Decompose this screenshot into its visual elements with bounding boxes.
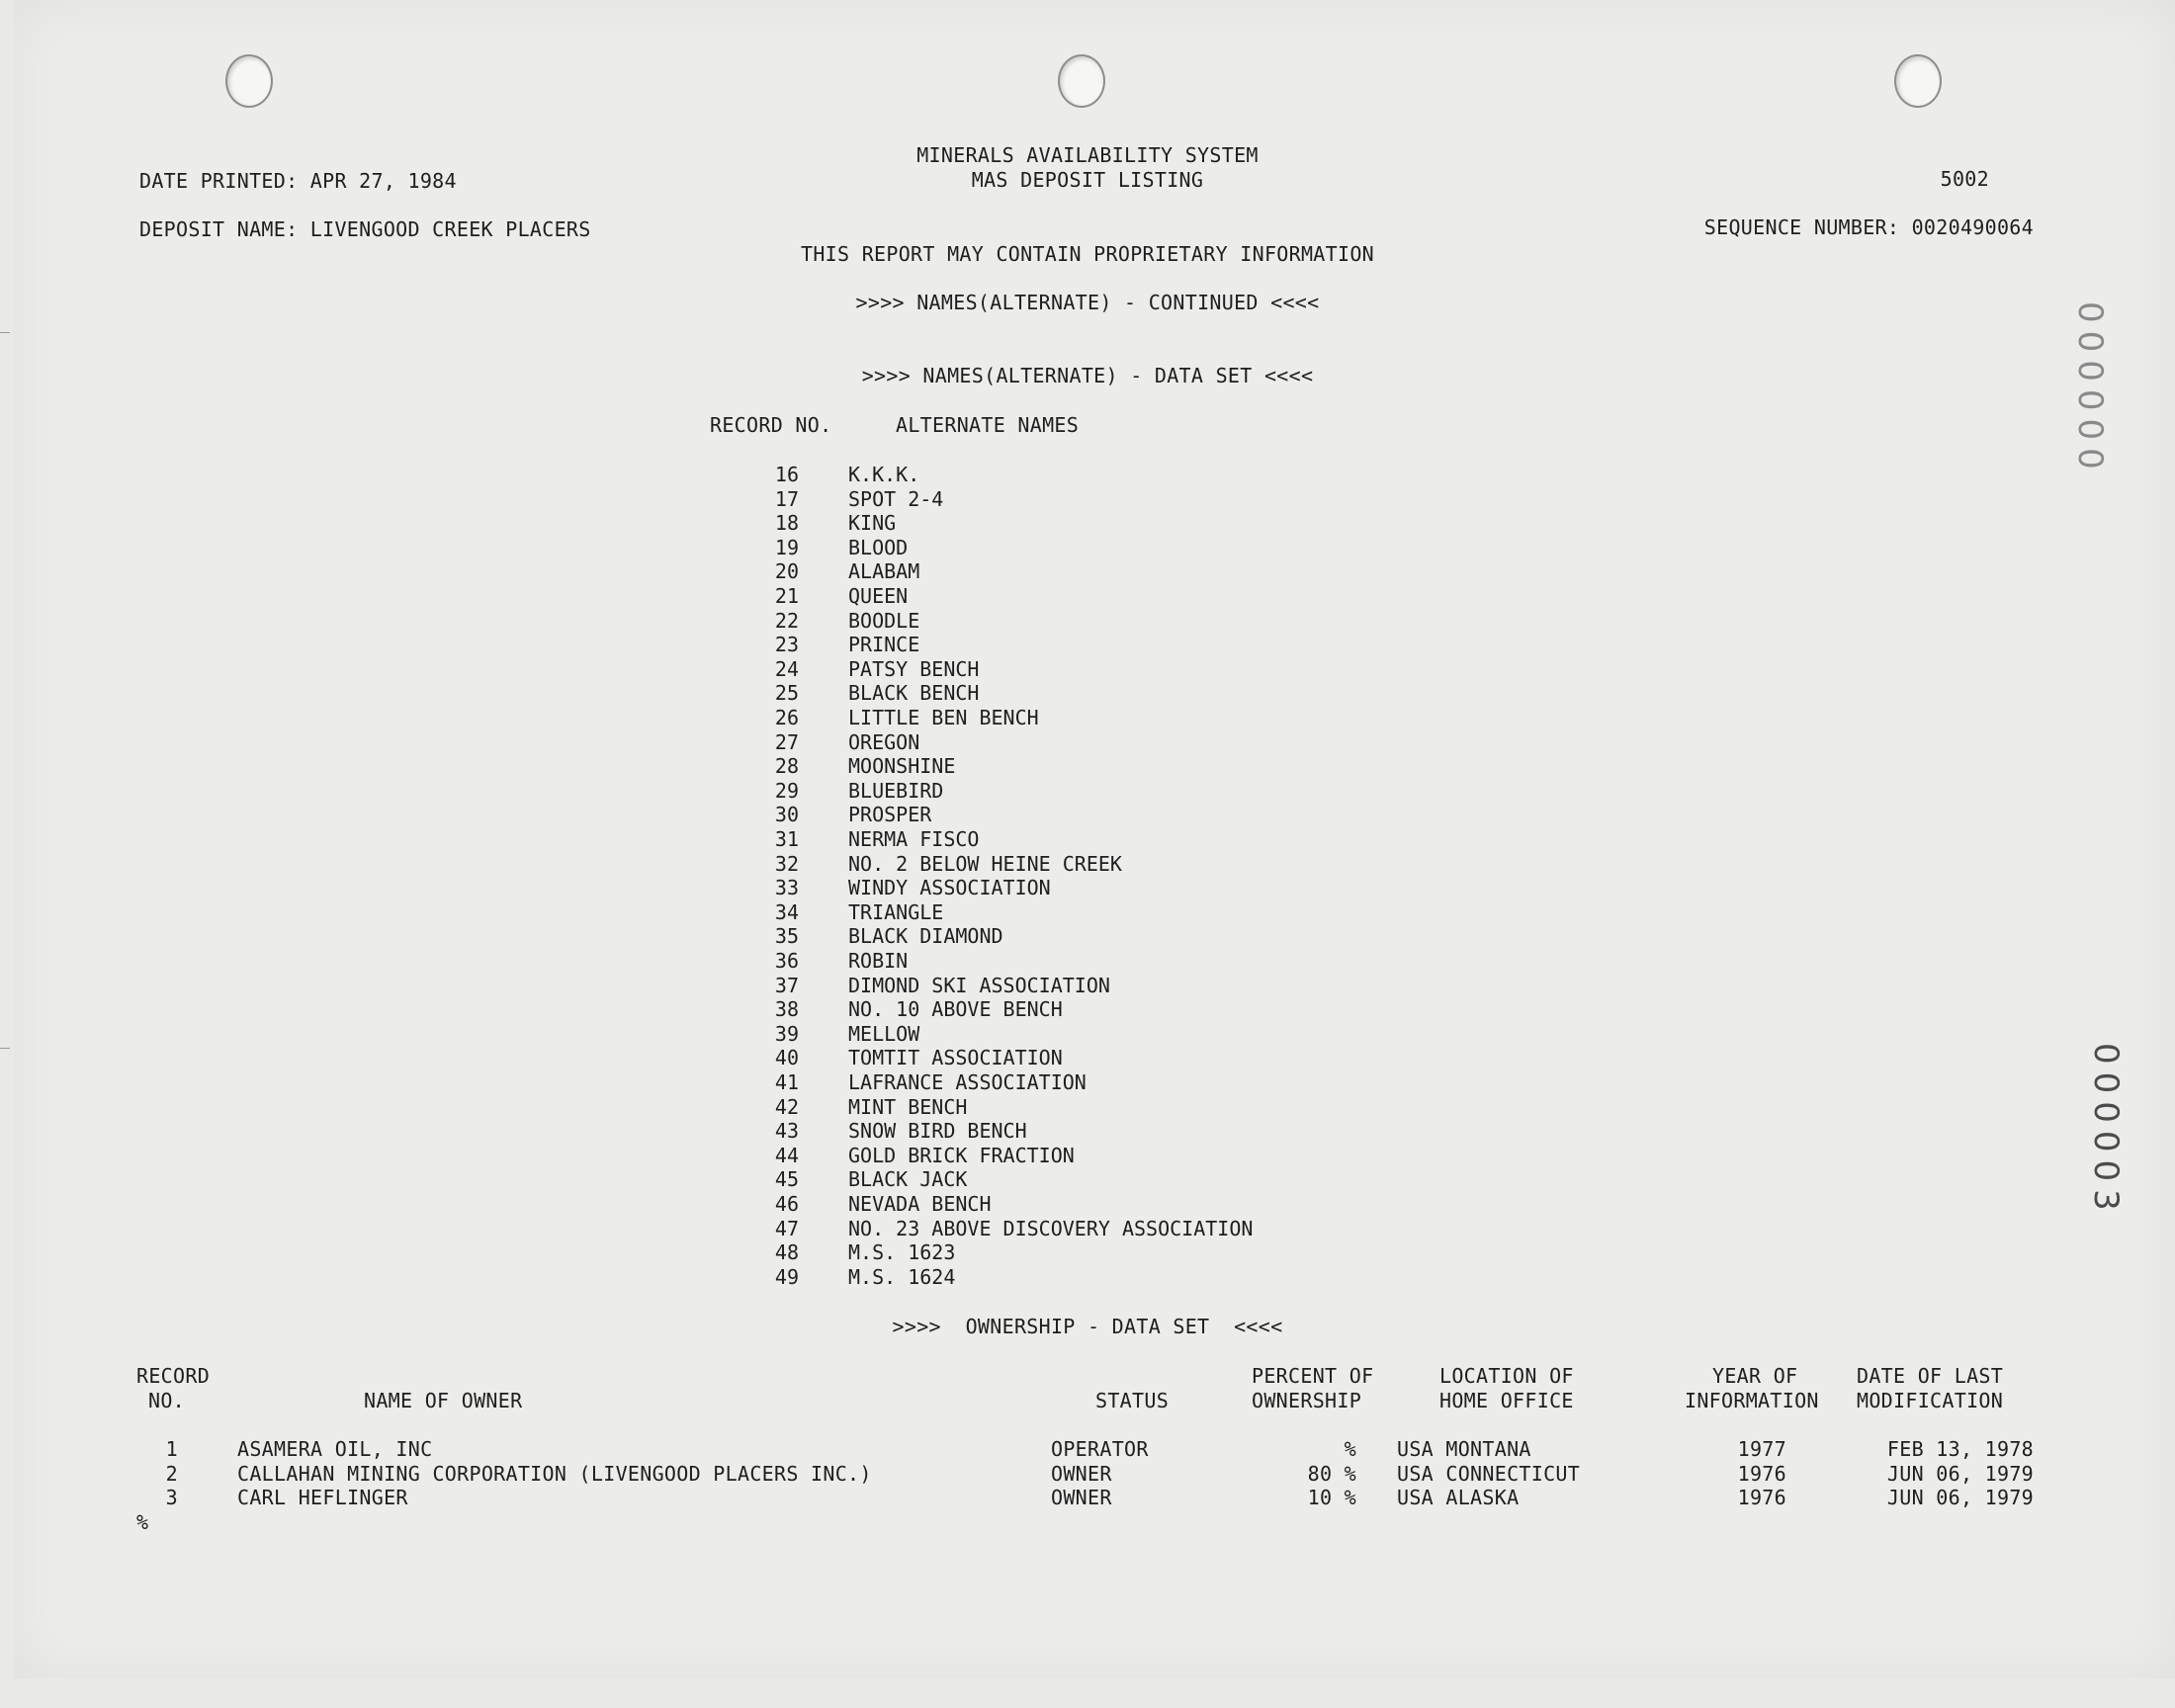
- names-continued-heading: >>>> NAMES(ALTERNATE) - CONTINUED <<<<: [855, 291, 1320, 314]
- list-item: [710, 1167, 1501, 1192]
- alternate-name: BLACK JACK: [848, 1167, 968, 1192]
- list-item: [710, 779, 1501, 804]
- owner-status: OWNER: [1051, 1461, 1112, 1486]
- list-item: [710, 681, 1501, 706]
- record-number: 36: [774, 949, 799, 973]
- owner-record-number: 2: [165, 1461, 178, 1486]
- alternate-name: GOLD BRICK FRACTION: [848, 1143, 1075, 1167]
- col-percent-line2: OWNERSHIP: [1252, 1389, 1362, 1412]
- owner-year: 1977: [1737, 1437, 1786, 1461]
- col-date-line1: DATE OF LAST: [1857, 1364, 2004, 1388]
- alternate-name: TOMTIT ASSOCIATION: [848, 1046, 1063, 1070]
- list-item: [710, 1144, 1501, 1168]
- list-item: [710, 633, 1501, 657]
- record-number: 45: [774, 1167, 799, 1192]
- alternate-name: QUEEN: [848, 584, 909, 608]
- list-item: [710, 949, 1501, 974]
- owner-location: USA ALASKA: [1397, 1486, 1520, 1510]
- list-item: [710, 487, 1501, 512]
- alternate-name: KING: [848, 511, 897, 536]
- owner-name: CALLAHAN MINING CORPORATION (LIVENGOOD PLACERS INC.): [237, 1461, 872, 1486]
- list-item: [710, 1070, 1501, 1095]
- record-number: 47: [774, 1216, 799, 1240]
- alternate-name: BLACK DIAMOND: [848, 924, 1003, 949]
- record-number: 48: [774, 1240, 799, 1265]
- punch-hole-right: [1894, 54, 1942, 108]
- owner-percent: 10 %: [1307, 1486, 1356, 1510]
- record-number: 32: [774, 851, 799, 876]
- owner-year: 1976: [1737, 1486, 1786, 1510]
- list-item: [710, 706, 1501, 730]
- list-item: [710, 536, 1501, 560]
- alternate-name: LITTLE BEN BENCH: [848, 706, 1039, 729]
- owner-last-modified: FEB 13, 1978: [1886, 1437, 2034, 1461]
- alternate-name: TRIANGLE: [848, 899, 944, 924]
- record-number: 31: [774, 827, 799, 851]
- list-item: [710, 852, 1501, 877]
- col-status: STATUS: [1095, 1389, 1170, 1412]
- column-alternate-names: ALTERNATE NAMES: [896, 413, 1080, 437]
- page-code: 5002: [1940, 167, 1989, 191]
- list-item: [710, 559, 1501, 584]
- alternate-name: BOODLE: [848, 608, 920, 633]
- list-item: [710, 609, 1501, 634]
- alternate-name: SPOT 2-4: [848, 486, 944, 511]
- record-number: 18: [774, 511, 799, 536]
- edge-mark: [0, 332, 10, 333]
- record-number: 17: [774, 486, 799, 511]
- record-number: 23: [774, 633, 799, 657]
- list-item: [710, 974, 1501, 998]
- system-title: MINERALS AVAILABILITY SYSTEM: [916, 143, 1259, 167]
- list-item: [710, 1217, 1501, 1241]
- record-number: 43: [774, 1119, 799, 1144]
- alternate-name: BLUEBIRD: [848, 778, 944, 803]
- stamp-upper: 000000: [2070, 301, 2110, 477]
- list-item: [710, 924, 1501, 949]
- alternate-name: MINT BENCH: [848, 1094, 968, 1119]
- alternate-name: MOONSHINE: [848, 754, 956, 779]
- owner-record-number: 1: [165, 1437, 178, 1461]
- stamp-lower: 000003: [2086, 1043, 2126, 1219]
- record-number: 37: [774, 973, 799, 997]
- column-record-no: RECORD NO.: [710, 413, 832, 437]
- alternate-name: M.S. 1623: [848, 1240, 956, 1265]
- col-record-line2: NO.: [148, 1389, 186, 1412]
- date-printed: DATE PRINTED: APR 27, 1984: [139, 169, 457, 193]
- col-location-line1: LOCATION OF: [1439, 1364, 1574, 1388]
- record-number: 22: [774, 608, 799, 633]
- owner-location: USA CONNECTICUT: [1397, 1461, 1581, 1486]
- alternate-name: OREGON: [848, 729, 920, 754]
- proprietary-notice: THIS REPORT MAY CONTAIN PROPRIETARY INFORMATION: [800, 242, 1375, 266]
- record-number: 30: [774, 803, 799, 827]
- list-item: [710, 827, 1501, 852]
- record-number: 44: [774, 1143, 799, 1167]
- list-item: [710, 657, 1501, 682]
- col-record-line1: RECORD: [136, 1364, 211, 1388]
- owner-year: 1976: [1737, 1461, 1786, 1486]
- alternate-name: WINDY ASSOCIATION: [848, 876, 1051, 900]
- record-number: 40: [774, 1046, 799, 1070]
- alternate-name: PATSY BENCH: [848, 656, 980, 681]
- col-year-line2: INFORMATION: [1685, 1389, 1819, 1412]
- list-item: [710, 584, 1501, 609]
- alternate-name: NO. 23 ABOVE DISCOVERY ASSOCIATION: [848, 1216, 1254, 1240]
- alternate-name: K.K.K.: [848, 463, 920, 486]
- list-item: [710, 1046, 1501, 1070]
- list-item: [710, 730, 1501, 755]
- list-item: [710, 1192, 1501, 1217]
- owner-percent: 80 %: [1307, 1461, 1356, 1486]
- alternate-name: NEVADA BENCH: [848, 1192, 992, 1216]
- sequence-number: SEQUENCE NUMBER: 0020490064: [1703, 215, 2034, 239]
- trailing-percent-mark: %: [136, 1510, 149, 1534]
- list-item: [710, 1240, 1501, 1265]
- record-number: 20: [774, 559, 799, 584]
- alternate-name: SNOW BIRD BENCH: [848, 1119, 1027, 1144]
- record-number: 42: [774, 1094, 799, 1119]
- record-number: 25: [774, 681, 799, 706]
- owner-record-number: 3: [165, 1486, 178, 1510]
- owner-last-modified: JUN 06, 1979: [1886, 1486, 2034, 1510]
- list-item: [710, 876, 1501, 900]
- owner-percent: %: [1344, 1437, 1356, 1461]
- alternate-name: LAFRANCE ASSOCIATION: [848, 1070, 1087, 1094]
- owner-name: CARL HEFLINGER: [237, 1486, 408, 1510]
- ownership-heading: >>>> OWNERSHIP - DATA SET <<<<: [892, 1315, 1283, 1338]
- alternate-name: BLACK BENCH: [848, 681, 980, 706]
- owner-location: USA MONTANA: [1397, 1437, 1531, 1461]
- list-item: [710, 1265, 1501, 1290]
- record-number: 26: [774, 706, 799, 729]
- record-number: 28: [774, 754, 799, 779]
- col-percent-line1: PERCENT OF: [1252, 1364, 1374, 1388]
- record-number: 49: [774, 1264, 799, 1289]
- record-number: 33: [774, 876, 799, 900]
- alternate-name: DIMOND SKI ASSOCIATION: [848, 973, 1110, 997]
- edge-mark: [0, 1048, 10, 1049]
- owner-status: OPERATOR: [1051, 1437, 1149, 1461]
- owner-name: ASAMERA OIL, INC: [237, 1437, 433, 1461]
- record-number: 24: [774, 656, 799, 681]
- record-number: 21: [774, 584, 799, 608]
- punch-hole-center: [1058, 54, 1105, 108]
- names-dataset-heading: >>>> NAMES(ALTERNATE) - DATA SET <<<<: [861, 364, 1314, 387]
- alternate-name: PROSPER: [848, 803, 932, 827]
- record-number: 46: [774, 1192, 799, 1216]
- alternate-name: M.S. 1624: [848, 1264, 956, 1289]
- record-number: 27: [774, 729, 799, 754]
- deposit-name: DEPOSIT NAME: LIVENGOOD CREEK PLACERS: [139, 217, 591, 241]
- col-location-line2: HOME OFFICE: [1439, 1389, 1574, 1412]
- record-number: 41: [774, 1070, 799, 1094]
- col-date-line2: MODIFICATION: [1857, 1389, 2004, 1412]
- alternate-name: BLOOD: [848, 535, 909, 559]
- record-number: 19: [774, 535, 799, 559]
- list-item: [710, 463, 1501, 487]
- list-item: [710, 1022, 1501, 1047]
- alternate-name: MELLOW: [848, 1021, 920, 1046]
- record-number: 35: [774, 924, 799, 949]
- alternate-name: ROBIN: [848, 949, 909, 973]
- record-number: 38: [774, 997, 799, 1022]
- owner-status: OWNER: [1051, 1486, 1112, 1510]
- punch-hole-left: [225, 54, 273, 108]
- list-item: [710, 1119, 1501, 1144]
- alternate-name: ALABAM: [848, 559, 920, 584]
- col-year-line1: YEAR OF: [1712, 1364, 1798, 1388]
- owner-last-modified: JUN 06, 1979: [1886, 1461, 2034, 1486]
- record-number: 39: [774, 1021, 799, 1046]
- record-number: 29: [774, 778, 799, 803]
- list-item: [710, 900, 1501, 925]
- list-item: [710, 754, 1501, 779]
- list-item: [710, 1095, 1501, 1120]
- col-owner: NAME OF OWNER: [364, 1389, 523, 1412]
- alternate-name: NERMA FISCO: [848, 827, 980, 851]
- alternate-name: NO. 10 ABOVE BENCH: [848, 997, 1063, 1022]
- record-number: 34: [774, 899, 799, 924]
- list-item: [710, 997, 1501, 1022]
- alternate-name: NO. 2 BELOW HEINE CREEK: [848, 851, 1122, 876]
- list-item: [710, 511, 1501, 536]
- record-number: 16: [774, 463, 799, 486]
- listing-title: MAS DEPOSIT LISTING: [971, 168, 1204, 192]
- alternate-name: PRINCE: [848, 633, 920, 657]
- list-item: [710, 803, 1501, 827]
